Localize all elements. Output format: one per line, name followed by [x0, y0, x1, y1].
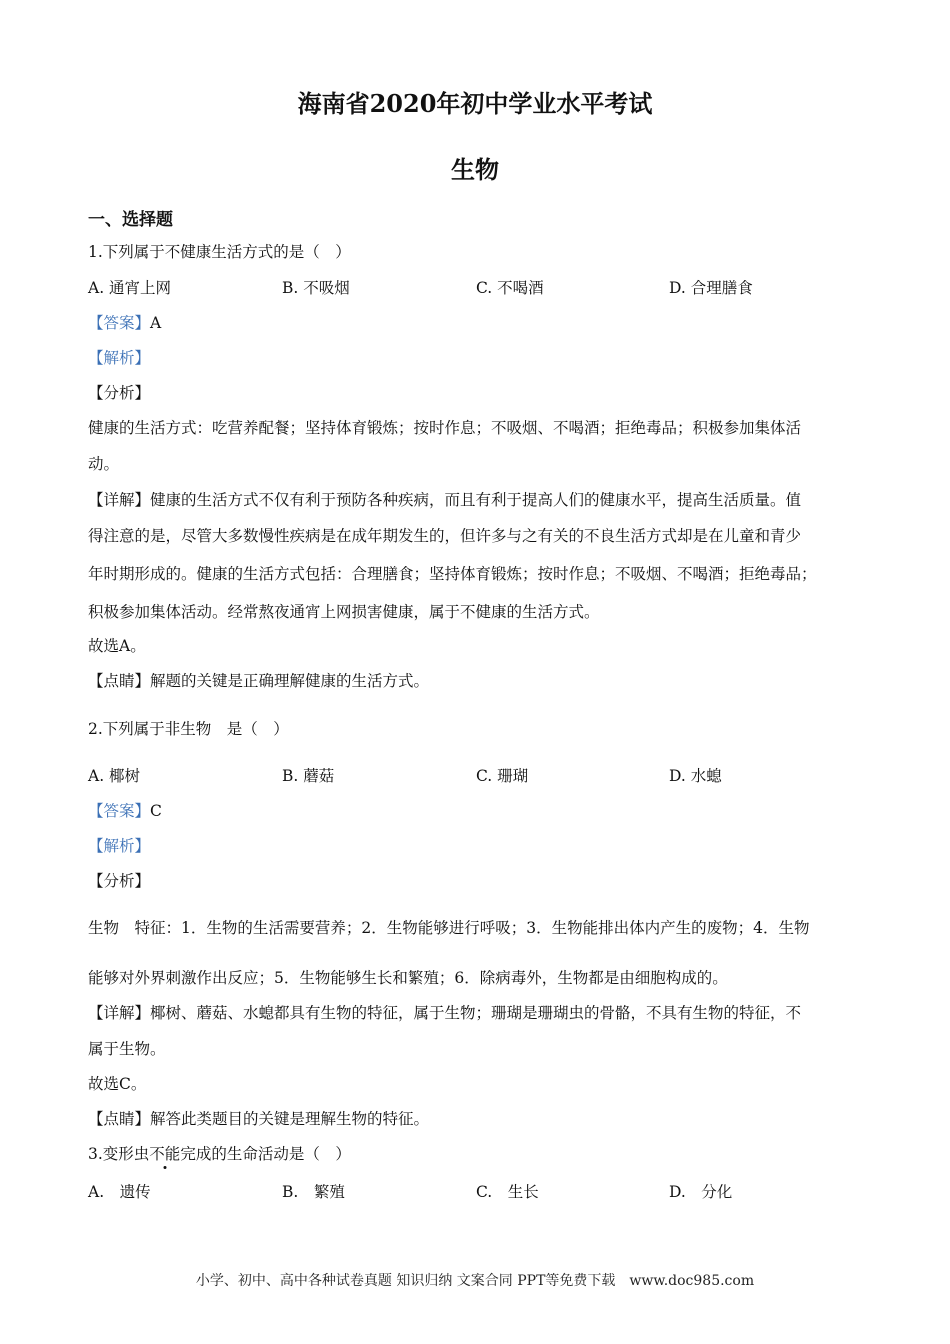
- q1-answer: A: [150, 314, 162, 332]
- q1-fenxi-line-1: 健康的生活方式：吃营养配餐；坚持体育锻炼；按时作息；不吸烟、不喝酒；拒绝毒品；积极参加集体活: [88, 419, 802, 437]
- exam-title: 海南省2020年初中学业水平考试: [297, 89, 653, 118]
- q1-answer-tag: 【答案】: [88, 314, 151, 332]
- q3-stem-pre: 3.变形虫: [88, 1145, 150, 1163]
- q2-answer-line: [88, 799, 162, 821]
- section-heading: 一、选择题: [88, 210, 173, 230]
- q1-option-a: A. 通宵上网: [88, 279, 172, 297]
- q2-option-a: A. 椰树: [88, 767, 141, 785]
- q3-option-c: C. 生长: [476, 1183, 539, 1201]
- q1-answer-line: [88, 311, 161, 333]
- page-footer: 小学、初中、高中各种试卷真题 知识归纳 文案合同 PPT等免费下载 www.doc985.com: [195, 1273, 755, 1289]
- q1-option-b: B. 不吸烟: [282, 279, 350, 297]
- q2-analysis-tag: 【解析】: [88, 837, 151, 855]
- q2-option-d: D. 水螅: [669, 767, 722, 785]
- q2-stem: 2.下列属于非生物 是（ ）: [88, 720, 289, 738]
- q2-answer-tag: 【答案】: [88, 802, 151, 820]
- q3-stem: [88, 1142, 351, 1164]
- q3-stem-post: 完成的生命活动是（ ）: [180, 1145, 351, 1163]
- q3-option-b: B. 繁殖: [282, 1183, 345, 1201]
- q2-comment: 【点睛】解答此类题目的关键是理解生物的特征。: [88, 1110, 430, 1128]
- q3-option-d: D. 分化: [669, 1183, 733, 1201]
- q1-detail-line-3: 年时期形成的。健康的生活方式包括：合理膳食；坚持体育锻炼；按时作息；不吸烟、不喝酒；拒绝毒品；: [88, 565, 817, 583]
- q2-answer: C: [150, 802, 162, 820]
- q2-detail-line-1: 【详解】椰树、蘑菇、水螅都具有生物的特征，属于生物；珊瑚是珊瑚虫的骨骼，不具有生物的特征，不: [88, 1004, 802, 1022]
- q1-detail-line-4: 积极参加集体活动。经常熬夜通宵上网损害健康，属于不健康的生活方式。: [88, 603, 600, 621]
- q1-fenxi-tag: 【分析】: [88, 384, 151, 402]
- q3-option-a: A. 遗传: [88, 1183, 151, 1201]
- q1-comment: 【点睛】解题的关键是正确理解健康的生活方式。: [88, 672, 430, 690]
- q1-analysis-tag: 【解析】: [88, 349, 151, 367]
- q1-detail-line-1: 【详解】健康的生活方式不仅有利于预防各种疾病，而且有利于提高人们的健康水平，提高生活质量。值: [88, 491, 802, 509]
- q1-option-d: D. 合理膳食: [669, 279, 753, 297]
- q2-fenxi-line-2: 能够对外界刺激作出反应；5．生物能够生长和繁殖；6．除病毒外，生物都是由细胞构成的。: [88, 969, 728, 987]
- q3-stem-emphasis: 不能: [149, 1145, 181, 1163]
- q2-option-b: B. 蘑菇: [282, 767, 335, 785]
- q2-fenxi-line-1: 生物 特征：1．生物的生活需要营养；2．生物能够进行呼吸；3．生物能排出体内产生的废物；4．生物: [88, 919, 810, 937]
- q2-choose: 故选C。: [88, 1075, 147, 1093]
- q1-choose: 故选A。: [88, 637, 146, 655]
- q2-detail-line-2: 属于生物。: [88, 1040, 166, 1058]
- q1-option-c: C. 不喝酒: [476, 279, 544, 297]
- q2-fenxi-tag: 【分析】: [88, 872, 151, 890]
- q2-option-c: C. 珊瑚: [476, 767, 529, 785]
- q1-stem: 1.下列属于不健康生活方式的是（ ）: [88, 243, 351, 261]
- subject-title: 生物: [451, 155, 499, 184]
- q1-fenxi-line-2: 动。: [88, 455, 120, 473]
- q1-detail-line-2: 得注意的是，尽管大多数慢性疾病是在成年期发生的，但许多与之有关的不良生活方式却是在儿童和青少: [88, 527, 802, 545]
